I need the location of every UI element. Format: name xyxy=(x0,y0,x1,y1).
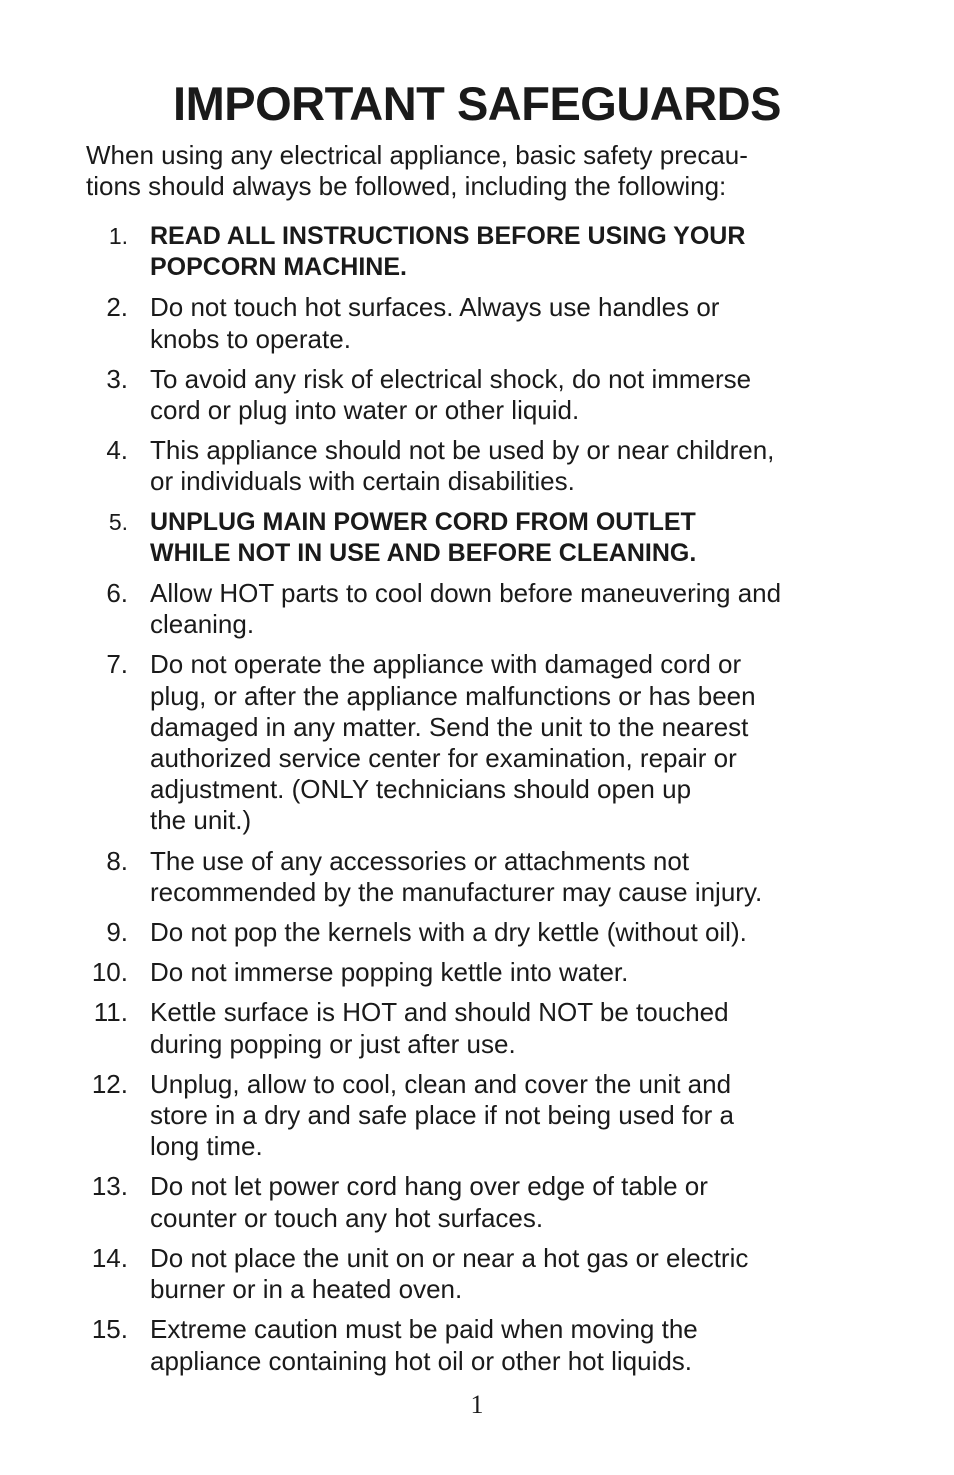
item-text-line: adjustment. (ONLY technicians should open up xyxy=(150,774,692,805)
safeguard-item xyxy=(0,507,954,569)
item-text-line: cord or plug into water or other liquid. xyxy=(150,395,580,426)
safeguard-item xyxy=(0,997,954,1059)
item-text-line: cleaning. xyxy=(150,609,255,640)
item-text-line: Do not let power cord hang over edge of table or xyxy=(150,1171,708,1202)
safeguard-item xyxy=(0,846,954,908)
item-text-line: burner or in a heated oven. xyxy=(150,1274,463,1305)
item-number: 10. xyxy=(91,957,128,988)
item-text-line: knobs to operate. xyxy=(150,323,351,354)
item-number: 14. xyxy=(91,1242,128,1273)
item-number: 11. xyxy=(93,997,128,1028)
page-title: IMPORTANT SAFEGUARDS xyxy=(173,77,781,130)
item-number: 1. xyxy=(108,223,128,249)
item-text-line: or individuals with certain disabilities. xyxy=(150,466,575,497)
item-number: 3. xyxy=(106,363,128,394)
item-text-line: READ ALL INSTRUCTIONS BEFORE USING YOUR xyxy=(150,222,746,250)
item-text-line: long time. xyxy=(150,1131,263,1162)
item-text-line: during popping or just after use. xyxy=(150,1028,516,1059)
safeguards-list xyxy=(0,221,954,1386)
item-text-line: Extreme caution must be paid when moving the xyxy=(150,1314,698,1345)
safeguard-item xyxy=(0,292,954,354)
item-text-line: Allow HOT parts to cool down before maneuvering and xyxy=(150,578,782,609)
safeguard-item xyxy=(0,578,954,640)
item-text-line: Do not operate the appliance with damaged cord or xyxy=(150,649,742,680)
item-text-line: damaged in any matter. Send the unit to the nearest xyxy=(150,711,749,742)
safeguard-item xyxy=(0,649,954,836)
item-text-line: UNPLUG MAIN POWER CORD FROM OUTLET xyxy=(150,507,696,536)
page-number: 1 xyxy=(470,1390,484,1419)
safeguard-item xyxy=(0,1069,954,1163)
item-text-line: Do not touch hot surfaces. Always use handles or xyxy=(150,292,720,323)
item-text-line: This appliance should not be used by or near children, xyxy=(150,435,775,466)
safeguard-item xyxy=(0,1243,954,1305)
safeguard-item xyxy=(0,1171,954,1233)
item-number: 7. xyxy=(106,649,128,680)
item-number: 15. xyxy=(91,1314,128,1345)
item-number: 13. xyxy=(91,1171,128,1202)
safeguard-item xyxy=(0,221,954,283)
item-text-line: Do not pop the kernels with a dry kettle (without oil). xyxy=(150,917,747,948)
item-text-line: authorized service center for examination, repair or xyxy=(150,743,737,774)
item-text-line: appliance containing hot oil or other hot liquids. xyxy=(150,1345,693,1376)
item-text-line: Unplug, allow to cool, clean and cover the unit and xyxy=(150,1068,732,1099)
item-number: 9. xyxy=(106,917,128,948)
item-text-line: the unit.) xyxy=(150,805,252,836)
item-text-line: To avoid any risk of electrical shock, do not immerse xyxy=(150,363,752,394)
safeguard-item xyxy=(0,917,954,948)
item-text-line: Kettle surface is HOT and should NOT be touched xyxy=(150,997,729,1028)
intro-line: When using any electrical appliance, basic safety precau- xyxy=(86,140,748,170)
item-number: 5. xyxy=(108,508,128,535)
item-text-line: The use of any accessories or attachments not xyxy=(150,845,690,876)
safeguard-item xyxy=(0,435,954,497)
item-number: 12. xyxy=(91,1068,128,1099)
item-text-line: store in a dry and safe place if not being used for a xyxy=(150,1100,734,1131)
item-text-line: WHILE NOT IN USE AND BEFORE CLEANING. xyxy=(150,538,697,567)
item-text-line: plug, or after the appliance malfunctions or has been xyxy=(150,680,756,711)
item-number: 8. xyxy=(106,845,128,876)
intro-line: tions should always be followed, including the following: xyxy=(86,171,727,201)
item-text-line: counter or touch any hot surfaces. xyxy=(150,1202,544,1233)
item-number: 2. xyxy=(106,292,128,323)
item-text-line: POPCORN MACHINE. xyxy=(150,253,407,282)
item-number: 6. xyxy=(106,578,128,609)
safeguard-item xyxy=(0,364,954,426)
item-text-line: recommended by the manufacturer may cause injury. xyxy=(150,876,763,907)
item-text-line: Do not place the unit on or near a hot gas or electric xyxy=(150,1242,749,1273)
safeguard-item xyxy=(0,957,954,988)
safeguard-item xyxy=(0,1314,954,1376)
item-text-line: Do not immerse popping kettle into water. xyxy=(150,957,629,988)
item-number: 4. xyxy=(106,435,128,466)
intro-paragraph xyxy=(86,140,866,202)
